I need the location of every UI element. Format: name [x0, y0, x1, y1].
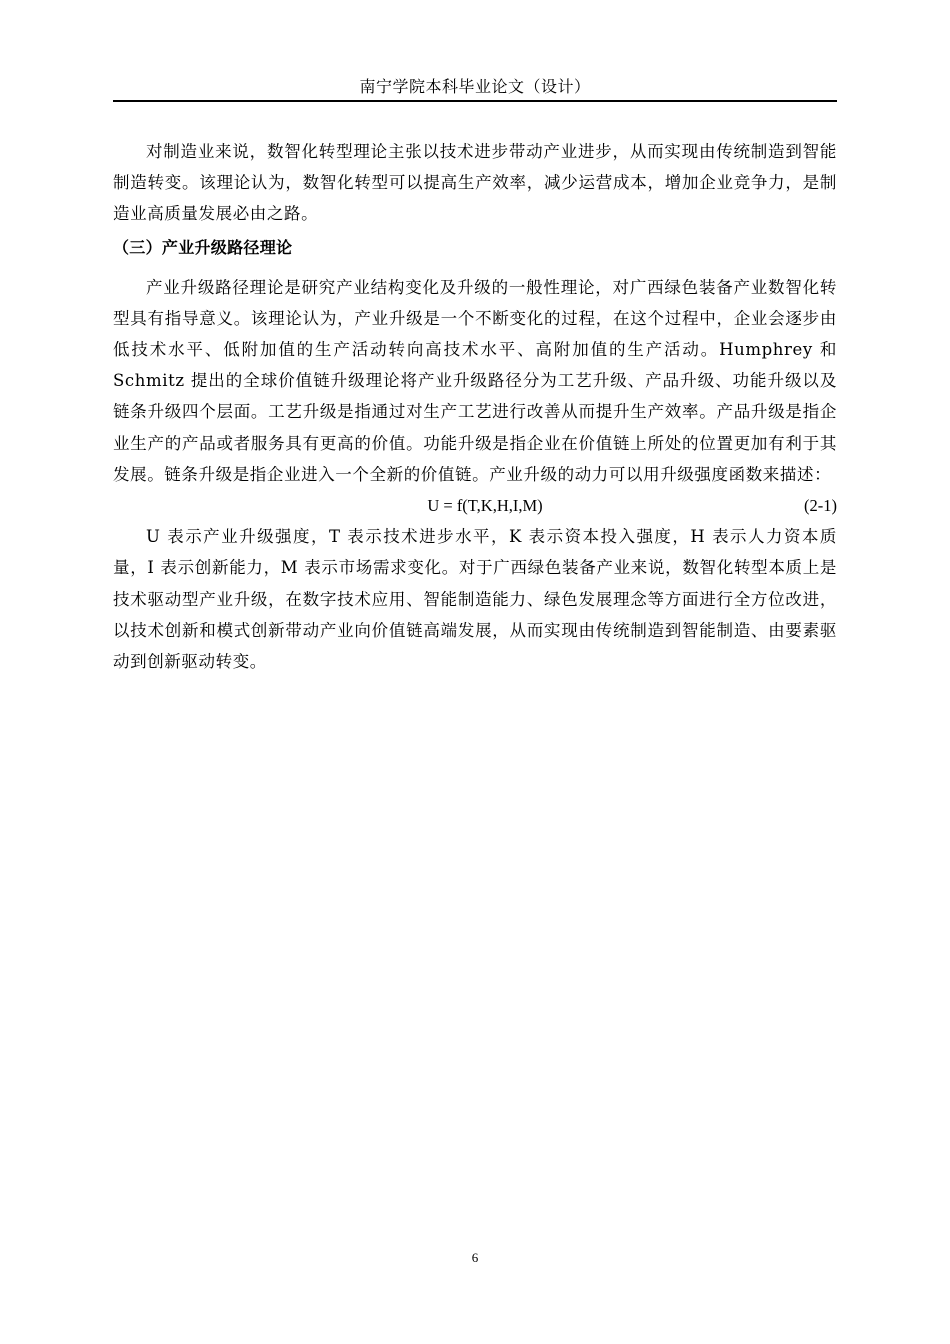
equation-number: (2-1) [804, 496, 837, 516]
body-paragraph-2: 产业升级路径理论是研究产业结构变化及升级的一般性理论，对广西绿色装备产业数智化转型具有指导意义。该理论认为，产业升级是一个不断变化的过程，在这个过程中，企业会逐步由低技术水平、低附加值的生产活动转向高技术水平、高附加值的生产活动。Humphrey 和 Schmitz 提出的全球价值链升级理论将产业升级路径分为工艺升级、产品升级、功能升级以及链条升级四个层面。工艺升级是指通过对生产工艺进行改善从而提升生产效率。产品升级是指企业生产的产品或者服务具有更高的价值。功能升级是指企业在价值链上所处的位置更加有利于其发展。链条升级是指企业进入一个全新的价值链。产业升级的动力可以用升级强度函数来描述： [113, 277, 837, 484]
running-header [113, 74, 837, 102]
body-paragraph-1: 对制造业来说，数智化转型理论主张以技术进步带动产业进步，从而实现由传统制造到智能制造转变。该理论认为，数智化转型可以提高生产效率，减少运营成本，增加企业竞争力，是制造业高质量发展必由之路。 [113, 142, 837, 224]
section-heading: （三）产业升级路径理论 [113, 237, 293, 257]
running-header-title: 南宁学院本科毕业论文（设计） [359, 77, 591, 96]
body-paragraph-3: U 表示产业升级强度，T 表示技术进步水平，K 表示资本投入强度，H 表示人力资本质量，I 表示创新能力，M 表示市场需求变化。对于广西绿色装备产业来说，数智化转型本质上是技术驱动型产业升级，在数字技术应用、智能制造能力、绿色发展理念等方面进行全方位改进，以技术创新和模式创新带动产业向价值链高端发展，从而实现由传统制造到智能制造、由要素驱动到创新驱动转变。 [113, 527, 837, 672]
equation-block [113, 490, 837, 521]
page-number: 6 [471, 1250, 479, 1265]
page-body [113, 136, 837, 677]
equation-formula: U = f(T,K,H,I,M) [427, 496, 543, 516]
